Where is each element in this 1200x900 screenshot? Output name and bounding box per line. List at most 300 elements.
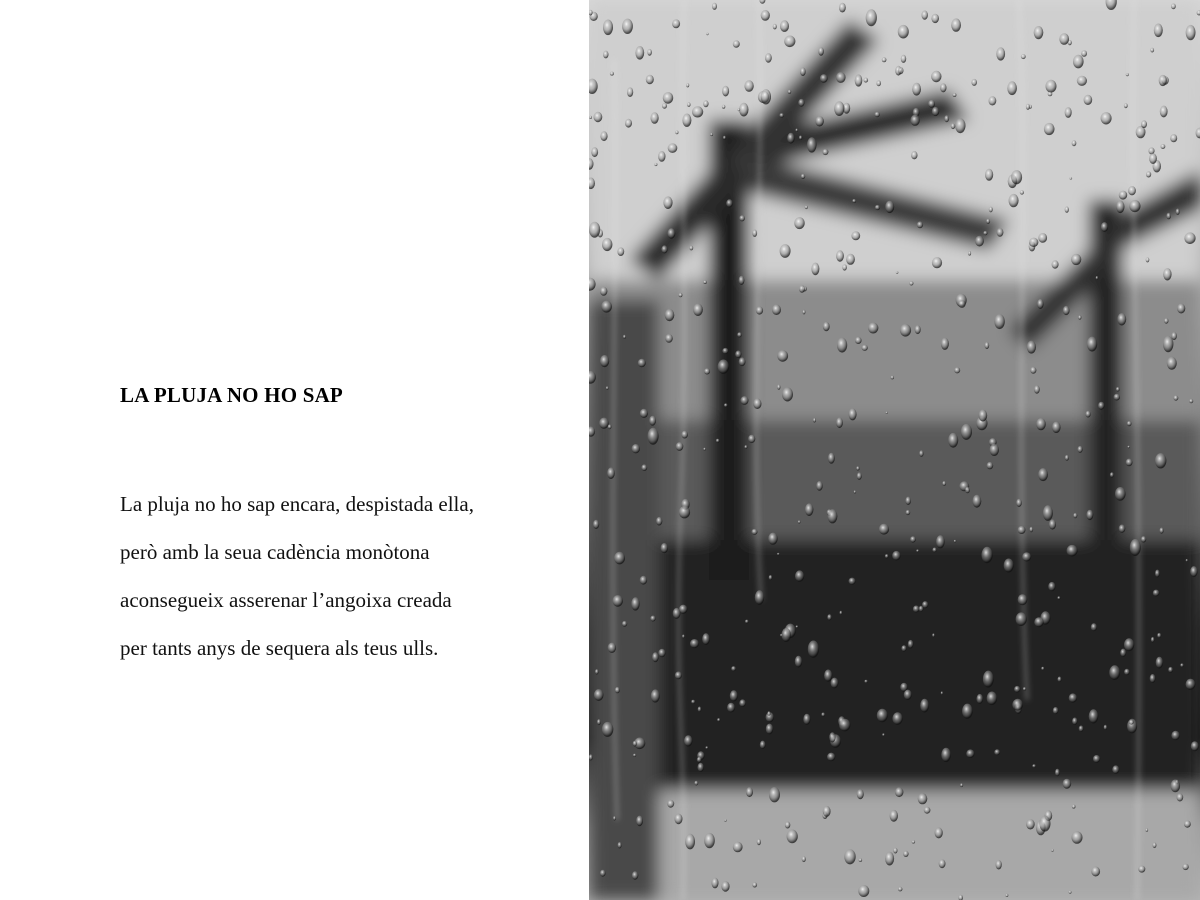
- raindrop: [761, 10, 770, 21]
- raindrop: [1170, 134, 1177, 142]
- raindrop: [1149, 153, 1157, 164]
- raindrop: [1167, 357, 1177, 370]
- raindrop: [1034, 617, 1043, 627]
- raindrop: [662, 103, 667, 109]
- raindrop: [661, 543, 668, 553]
- raindrop: [1086, 411, 1091, 418]
- raindrop: [617, 247, 624, 256]
- raindrop: [962, 704, 973, 719]
- raindrop: [1069, 891, 1072, 894]
- raindrop: [941, 338, 949, 350]
- raindrop: [795, 129, 798, 132]
- raindrop: [1171, 332, 1177, 340]
- raindrop: [1124, 638, 1134, 651]
- raindrop: [1177, 304, 1185, 314]
- raindrop: [693, 304, 703, 316]
- raindrop: [1057, 596, 1060, 599]
- raindrop: [965, 487, 970, 493]
- raindrop: [706, 33, 708, 36]
- raindrop: [1127, 446, 1130, 449]
- raindrop: [702, 633, 710, 645]
- raindrop: [633, 741, 637, 747]
- raindrop: [641, 464, 647, 471]
- poem-line: La pluja no ho sap encara, despistada ella,: [120, 492, 474, 516]
- raindrop: [658, 151, 665, 162]
- raindrop: [1034, 385, 1040, 393]
- raindrop: [798, 99, 804, 107]
- raindrop: [722, 105, 725, 109]
- raindrop: [813, 418, 816, 423]
- raindrop: [1072, 831, 1083, 844]
- raindrop: [739, 276, 745, 285]
- raindrop: [951, 123, 955, 129]
- raindrop: [1038, 468, 1048, 481]
- raindrop: [679, 293, 683, 297]
- raindrop: [882, 733, 885, 736]
- raindrop: [802, 856, 806, 862]
- raindrop: [868, 323, 878, 334]
- raindrop: [882, 57, 887, 62]
- raindrop: [779, 113, 784, 118]
- raindrop: [647, 49, 652, 56]
- raindrop: [1128, 186, 1136, 195]
- raindrop: [1146, 828, 1149, 831]
- raindrop: [1141, 120, 1147, 128]
- raindrop: [780, 20, 789, 32]
- raindrop: [803, 310, 806, 315]
- raindrop: [931, 71, 941, 82]
- raindrop: [1023, 687, 1026, 691]
- raindrop: [752, 230, 757, 237]
- raindrop: [803, 714, 810, 725]
- raindrop: [795, 656, 802, 668]
- poem-line: però amb la seua cadència monòtona: [120, 540, 430, 564]
- raindrop: [877, 709, 888, 722]
- raindrop: [1154, 24, 1163, 38]
- raindrop: [1073, 55, 1084, 69]
- raindrop: [1078, 315, 1081, 319]
- raindrop: [858, 885, 869, 897]
- raindrop: [1048, 582, 1055, 591]
- raindrop: [673, 608, 681, 619]
- raindrop: [704, 368, 710, 374]
- raindrop: [1072, 718, 1077, 725]
- raindrop: [722, 86, 729, 97]
- raindrop: [915, 325, 921, 334]
- raindrop: [1032, 764, 1036, 768]
- raindrop: [866, 9, 877, 26]
- raindrop: [665, 334, 673, 343]
- raindrop: [1051, 849, 1053, 852]
- raindrop: [752, 529, 758, 535]
- raindrop: [656, 517, 662, 526]
- raindrop: [769, 575, 773, 580]
- raindrop: [608, 424, 612, 429]
- raindrop: [594, 689, 604, 701]
- raindrop: [755, 590, 764, 605]
- raindrop: [1009, 194, 1019, 207]
- raindrop: [1168, 667, 1173, 673]
- raindrop: [1191, 741, 1199, 751]
- raindrop: [744, 445, 747, 449]
- raindrop: [912, 840, 915, 843]
- raindrop: [739, 699, 746, 707]
- raindrop: [958, 300, 965, 308]
- raindrop: [901, 55, 906, 63]
- raindrop: [651, 689, 660, 702]
- raindrop: [898, 67, 903, 74]
- raindrop: [989, 207, 993, 213]
- raindrop: [1014, 686, 1020, 693]
- raindrop: [1046, 80, 1057, 93]
- raindrop: [953, 93, 957, 97]
- raindrop: [1177, 793, 1184, 801]
- raindrop: [1117, 313, 1126, 325]
- raindrop: [910, 536, 916, 542]
- raindrop: [1119, 525, 1126, 533]
- rain-window-illustration: [589, 0, 1200, 900]
- raindrop: [625, 119, 632, 128]
- raindrop: [1053, 707, 1059, 714]
- raindrop: [1186, 679, 1196, 690]
- raindrop: [1182, 864, 1188, 870]
- raindrop: [787, 830, 798, 844]
- raindrop: [721, 881, 729, 892]
- raindrop: [928, 100, 935, 108]
- raindrop: [913, 606, 920, 613]
- raindrop: [885, 554, 889, 558]
- raindrop: [794, 217, 804, 229]
- raindrop: [955, 118, 965, 133]
- raindrop: [1190, 566, 1197, 577]
- raindrop: [1189, 399, 1193, 403]
- raindrop: [698, 763, 704, 772]
- raindrop: [985, 169, 993, 181]
- raindrop: [1101, 222, 1108, 232]
- raindrop: [954, 540, 956, 543]
- raindrop: [676, 442, 684, 451]
- raindrop: [875, 205, 880, 210]
- raindrop: [672, 19, 680, 28]
- raindrop: [675, 672, 682, 680]
- raindrop: [836, 72, 846, 83]
- raindrop: [994, 314, 1004, 329]
- raindrop: [941, 748, 951, 762]
- raindrop: [1171, 3, 1176, 9]
- raindrop: [679, 506, 690, 518]
- raindrop: [648, 428, 659, 445]
- raindrop: [823, 322, 830, 331]
- raindrop: [733, 40, 740, 48]
- raindrop: [849, 578, 856, 585]
- raindrop: [829, 732, 835, 742]
- raindrop: [1087, 337, 1097, 352]
- raindrop: [1034, 26, 1044, 39]
- raindrop: [618, 842, 622, 848]
- raindrop: [1016, 612, 1027, 626]
- raindrop: [632, 444, 640, 453]
- raindrop: [935, 827, 943, 838]
- raindrop: [687, 102, 691, 107]
- raindrop: [968, 251, 971, 256]
- raindrop: [718, 360, 729, 374]
- raindrop: [973, 495, 982, 508]
- raindrop: [767, 711, 770, 715]
- raindrop: [622, 19, 633, 34]
- raindrop: [936, 535, 945, 548]
- raindrop: [692, 106, 703, 117]
- raindrop: [1026, 104, 1030, 110]
- raindrop: [924, 807, 931, 814]
- raindrop: [613, 595, 623, 607]
- raindrop: [1184, 232, 1195, 244]
- raindrop: [614, 552, 625, 565]
- raindrop: [1058, 677, 1062, 683]
- raindrop: [911, 151, 917, 159]
- raindrop: [1184, 821, 1191, 828]
- raindrop: [1070, 177, 1073, 180]
- raindrop: [1127, 421, 1132, 426]
- raindrop: [739, 357, 746, 366]
- raindrop: [885, 201, 894, 213]
- raindrop: [1151, 637, 1155, 643]
- raindrop: [1065, 455, 1069, 461]
- poem-line: per tants anys de sequera als teus ulls.: [120, 636, 439, 660]
- raindrop: [1043, 505, 1053, 521]
- raindrop: [864, 78, 869, 83]
- poem-body: [120, 480, 474, 672]
- raindrop: [698, 707, 702, 713]
- raindrop: [1110, 472, 1114, 477]
- raindrop: [607, 468, 615, 479]
- raindrop: [1159, 75, 1167, 86]
- raindrop: [787, 133, 794, 144]
- raindrop: [726, 199, 733, 207]
- raindrop: [610, 72, 614, 76]
- poem-title: LA PLUJA NO HO SAP: [120, 383, 343, 407]
- raindrop: [1091, 623, 1097, 631]
- raindrop: [1026, 819, 1035, 829]
- raindrop: [739, 215, 745, 221]
- raindrop: [1180, 663, 1183, 667]
- raindrop: [801, 174, 805, 179]
- raindrop: [668, 143, 678, 153]
- raindrop: [1109, 665, 1120, 680]
- raindrop: [724, 819, 727, 822]
- raindrop: [979, 410, 988, 422]
- raindrop: [1081, 50, 1087, 57]
- raindrop: [1039, 816, 1050, 832]
- raindrop: [1186, 559, 1188, 562]
- raindrop: [703, 100, 708, 107]
- raindrop: [795, 570, 804, 581]
- raindrop: [839, 3, 846, 13]
- raindrop: [1079, 726, 1084, 732]
- raindrop: [916, 549, 919, 552]
- raindrop: [1164, 318, 1168, 324]
- raindrop: [663, 196, 672, 209]
- raindrop: [1176, 209, 1180, 215]
- raindrop: [636, 816, 643, 827]
- raindrop: [1041, 667, 1044, 671]
- raindrop: [857, 789, 864, 799]
- raindrop: [827, 614, 831, 620]
- raindrop: [745, 620, 749, 624]
- raindrop: [987, 692, 997, 706]
- raindrop: [932, 548, 936, 553]
- raindrop: [1166, 213, 1171, 220]
- raindrop: [622, 621, 627, 627]
- raindrop: [1129, 720, 1134, 725]
- raindrop: [1021, 54, 1026, 59]
- raindrop: [602, 238, 612, 251]
- raindrop: [694, 781, 698, 786]
- raindrop: [777, 350, 788, 362]
- raindrop: [765, 53, 772, 63]
- raindrop: [1174, 395, 1179, 400]
- raindrop: [844, 849, 855, 864]
- raindrop: [1163, 268, 1171, 280]
- raindrop: [716, 439, 720, 443]
- raindrop: [684, 735, 692, 746]
- raindrop: [910, 115, 919, 126]
- raindrop: [1038, 233, 1047, 243]
- raindrop: [1065, 107, 1072, 118]
- raindrop: [675, 814, 683, 825]
- raindrop: [1146, 257, 1150, 262]
- raindrop: [681, 431, 688, 439]
- raindrop: [932, 107, 939, 116]
- raindrop: [799, 136, 802, 140]
- raindrop: [1030, 527, 1034, 533]
- raindrop: [1129, 200, 1140, 212]
- raindrop: [1072, 140, 1077, 146]
- raindrop: [919, 606, 924, 612]
- raindrop: [682, 635, 685, 639]
- raindrop: [631, 597, 639, 610]
- raindrop: [816, 481, 822, 491]
- raindrop: [996, 47, 1005, 60]
- raindrop: [1096, 276, 1099, 280]
- raindrop: [990, 444, 999, 456]
- raindrop: [1153, 842, 1157, 848]
- raindrop: [1012, 699, 1023, 711]
- raindrop: [589, 222, 600, 238]
- raindrop: [668, 228, 676, 238]
- raindrop: [1037, 299, 1043, 309]
- raindrop: [842, 264, 847, 270]
- raindrop: [597, 719, 601, 725]
- raindrop: [1171, 780, 1181, 793]
- raindrop: [782, 387, 793, 401]
- raindrop: [828, 509, 838, 523]
- raindrop: [766, 724, 773, 735]
- raindrop: [1065, 206, 1069, 212]
- raindrop: [1160, 106, 1168, 118]
- raindrop: [1063, 779, 1072, 789]
- raindrop: [1116, 201, 1124, 214]
- raindrop: [931, 14, 939, 23]
- raindrop: [1071, 254, 1081, 265]
- raindrop: [1084, 95, 1093, 105]
- raindrop: [777, 553, 780, 556]
- raindrop: [638, 359, 646, 368]
- raindrop: [1120, 649, 1126, 657]
- raindrop: [784, 36, 795, 48]
- raindrop: [769, 787, 780, 802]
- raindrop: [686, 83, 689, 87]
- raindrop: [876, 80, 881, 86]
- raindrop: [730, 690, 738, 701]
- raindrop: [1006, 894, 1009, 897]
- raindrop: [954, 367, 960, 373]
- raindrop: [966, 749, 974, 758]
- raindrop: [703, 448, 706, 451]
- raindrop: [1186, 25, 1196, 40]
- raindrop: [661, 245, 667, 253]
- raindrop: [717, 718, 720, 722]
- raindrop: [798, 520, 801, 523]
- raindrop: [903, 851, 908, 857]
- raindrop: [712, 3, 717, 10]
- raindrop: [1030, 367, 1036, 374]
- raindrop: [846, 254, 855, 265]
- raindrop: [600, 287, 607, 296]
- raindrop: [595, 669, 599, 674]
- raindrop: [727, 703, 735, 713]
- raindrop: [1069, 693, 1077, 702]
- raindrop: [941, 691, 943, 694]
- raindrop: [1059, 33, 1069, 45]
- raindrop: [961, 424, 972, 440]
- raindrop: [710, 133, 713, 136]
- raindrop: [646, 75, 654, 84]
- raindrop: [948, 433, 958, 448]
- raindrop: [834, 101, 844, 116]
- raindrop: [689, 246, 693, 251]
- raindrop: [940, 83, 946, 92]
- raindrop: [912, 83, 921, 96]
- raindrop: [1171, 731, 1179, 740]
- raindrop: [744, 80, 753, 92]
- raindrop: [603, 20, 613, 36]
- raindrop: [627, 87, 633, 97]
- raindrop: [1150, 674, 1156, 683]
- raindrop: [932, 633, 935, 637]
- raindrop: [663, 92, 673, 104]
- raindrop: [856, 466, 859, 470]
- raindrop: [1126, 459, 1133, 467]
- raindrop: [600, 131, 607, 141]
- raindrop: [690, 639, 699, 648]
- raindrop: [733, 842, 743, 853]
- raindrop: [1016, 499, 1022, 507]
- raindrop: [589, 116, 592, 119]
- raindrop: [822, 149, 828, 155]
- rain-window-photo: [589, 0, 1200, 900]
- raindrop: [1163, 336, 1173, 352]
- raindrop: [983, 671, 994, 688]
- raindrop: [777, 384, 780, 389]
- raindrop: [760, 741, 766, 749]
- raindrop: [849, 408, 857, 420]
- raindrop: [922, 10, 928, 19]
- raindrop: [1052, 422, 1061, 433]
- raindrop: [1156, 657, 1163, 669]
- raindrop: [1155, 570, 1160, 578]
- raindrop: [855, 337, 862, 344]
- raindrop: [1073, 513, 1077, 518]
